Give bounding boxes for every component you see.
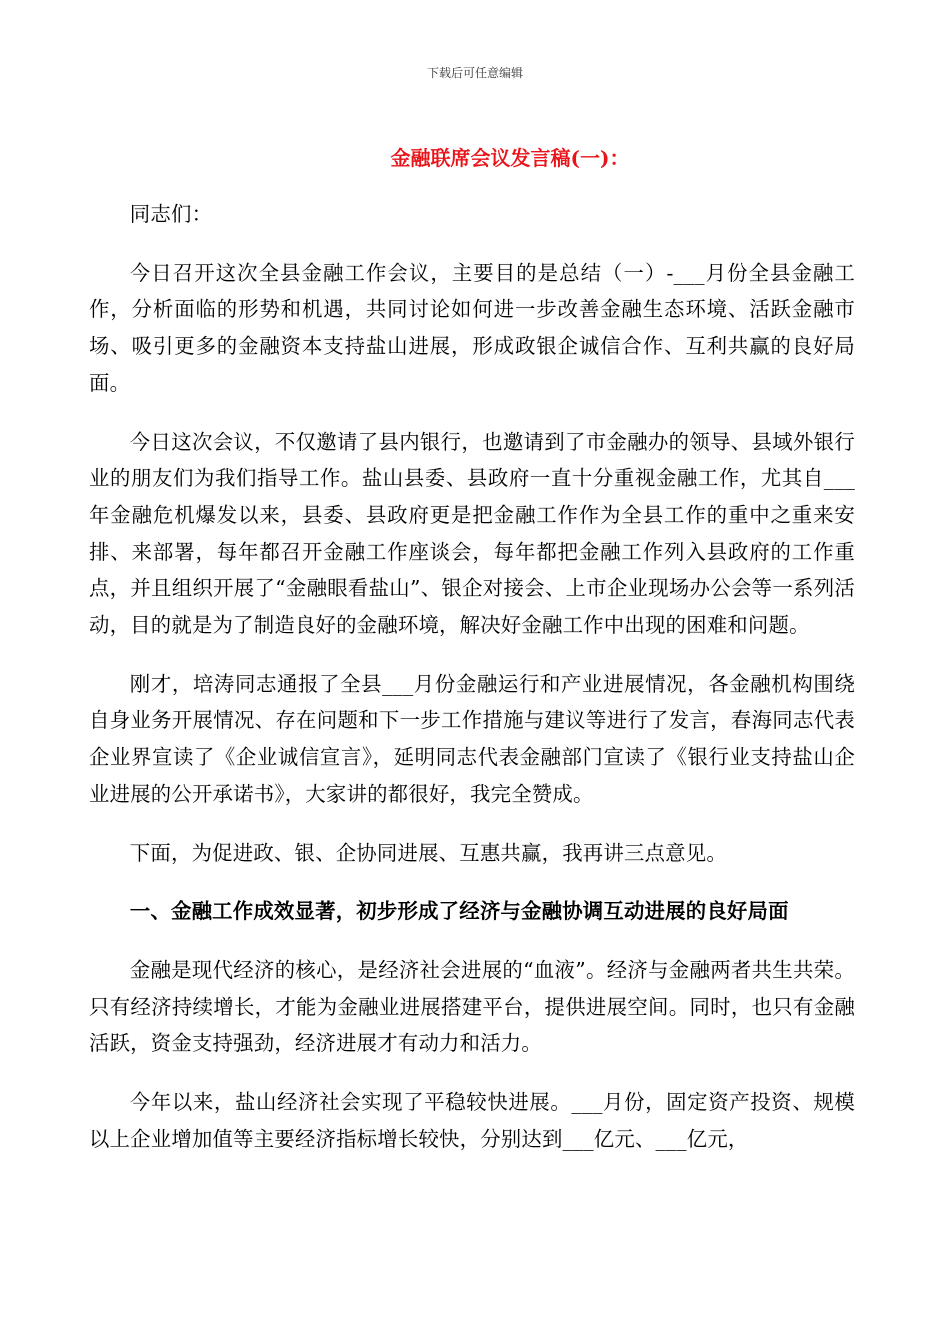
section-paragraph-1: 金融是现代经济的核心，是经济社会进展的“血液”。经济与金融两者共生共荣。只有经济持续增长，才能为金融业进展搭建平台，提供进展空间。同时，也只有金融活跃，资金支持强劲，经济进展才有动力和活力。: [89, 957, 855, 1056]
paragraph-4: 下面，为促进政、银、企协同进展、互惠共赢，我再讲三点意见。: [129, 840, 727, 865]
paragraph-2: 今日这次会议，不仅邀请了县内银行，也邀请到了市金融办的领导、县域外银行业的朋友们为我们指导工作。盐山县委、县政府一直十分重视金融工作，尤其自___年金融危机爆发以来，县委、县政府更是把金融工作作为全县工作的重中之重来安排、来部署，每年都召开金融工作座谈会，每年都把金融工作列入县政府的工作重点，并且组织开展了“金融眼看盐山”、银企对接会、上市企业现场办公会等一系列活动，目的就是为了制造良好的金融环境，解决好金融工作中出现的困难和问题。: [89, 429, 855, 638]
section-heading: 一、金融工作成效显著，初步形成了经济与金融协调互动进展的良好局面: [129, 899, 789, 924]
document-title: 金融联席会议发言稿(一)：: [390, 146, 630, 170]
paragraph-3: 刚才，培涛同志通报了全县___月份金融运行和产业进展情况，各金融机构围绕自身业务开展情况、存在问题和下一步工作措施与建议等进行了发言，春海同志代表企业界宣读了《企业诚信宣言》，延明同志代表金融部门宣读了《银行业支持盐山企业进展的公开承诺书》，大家讲的都很好，我完全赞成。: [89, 671, 855, 806]
document-body: [89, 196, 855, 1179]
header-note: 下载后可任意编辑: [426, 66, 523, 80]
section-paragraph-2: 今年以来，盐山经济社会实现了平稳较快进展。___月份，固定资产投资、规模以上企业增加值等主要经济指标增长较快，分别达到___亿元、___亿元，: [89, 1090, 855, 1151]
salutation: 同志们：: [129, 202, 213, 226]
paragraph-1: 今日召开这次全县金融工作会议，主要目的是总结（一）-___月份全县金融工作，分析面临的形势和机遇，共同讨论如何进一步改善金融生态环境、活跃金融市场、吸引更多的金融资本支持盐山进展，形成政银企诚信合作、互利共赢的良好局面。: [89, 260, 855, 395]
